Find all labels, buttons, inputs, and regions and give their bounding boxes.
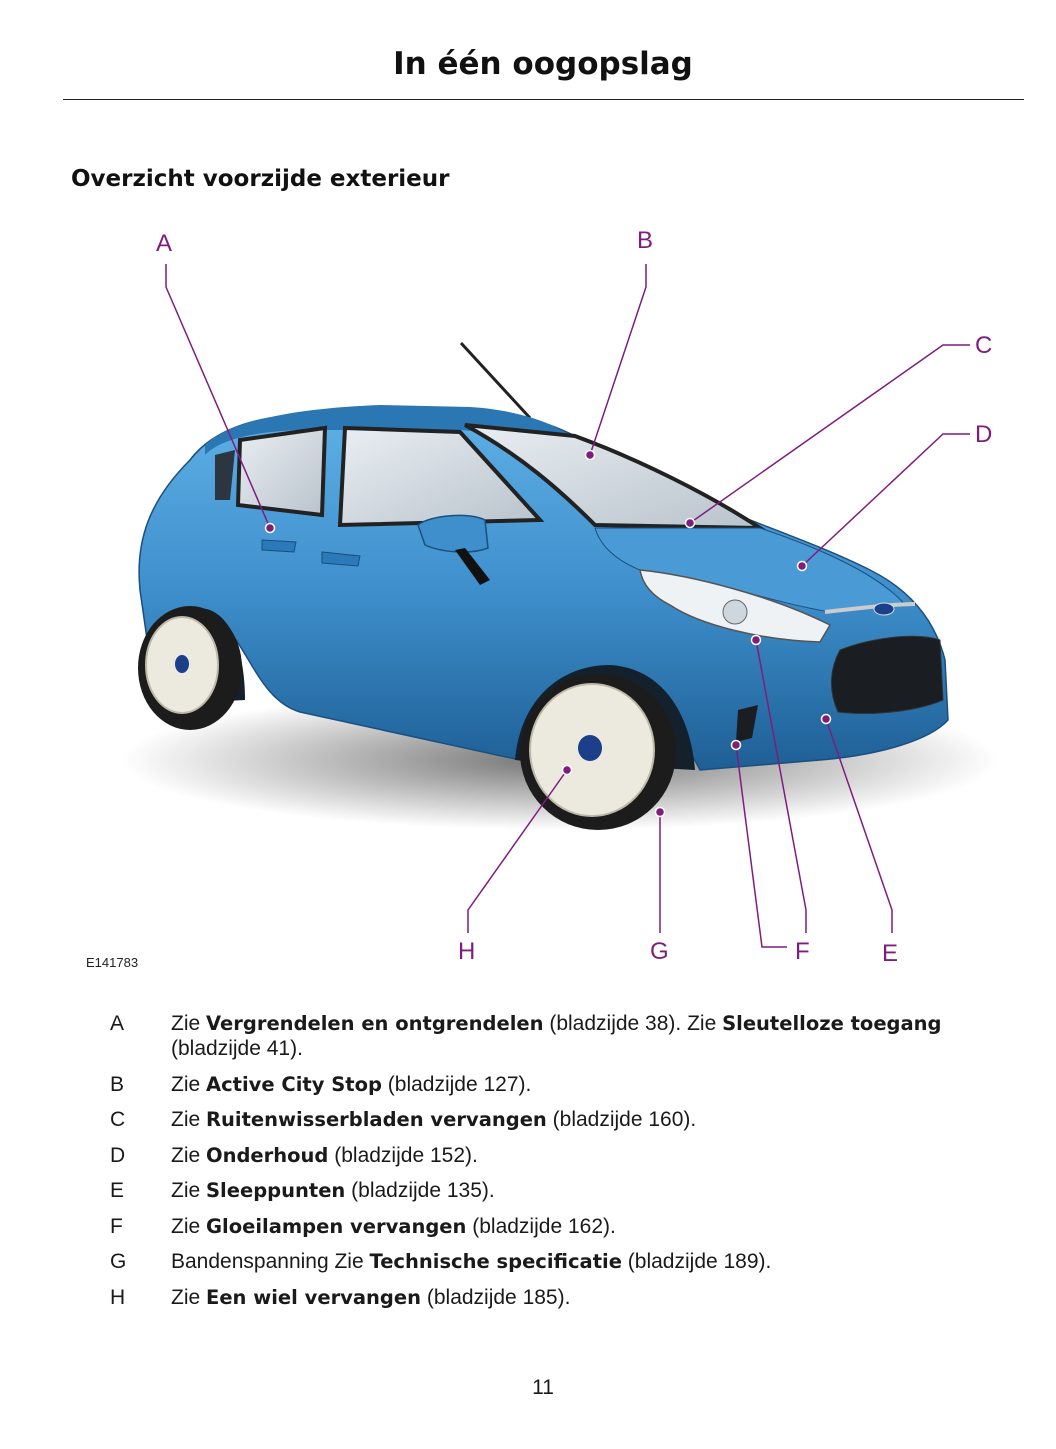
front-grille [831,636,943,713]
legend-text-part: (bladzijde 189). [621,1250,772,1273]
legend-text [171,1011,1021,1061]
leader-b [590,264,646,455]
legend-row-b [0,1072,1056,1097]
rear-hub [175,655,189,673]
legend-text-part: Bandenspanning Zie [171,1250,370,1273]
legend-text-part: (bladzijde 41). [171,1037,303,1060]
legend-text-part: Zie [171,1143,207,1167]
legend-text-part: (bladzijde 185). [421,1285,571,1309]
legend-text-part: Zie [171,1108,207,1131]
headlight-lens [723,600,747,624]
legend-text [171,1249,1021,1274]
legend-row-f [0,1214,1056,1239]
leader-d [802,434,970,566]
legend-key: F [110,1214,123,1238]
legend-link-title: Onderhoud [206,1143,329,1167]
dot-d [798,562,807,571]
legend-text [171,1143,1021,1168]
legend-text-part: (bladzijde 162). [466,1214,616,1238]
leader-c [690,345,970,523]
legend-link-title: Sleeppunten [206,1179,346,1202]
legend-row-h [0,1285,1056,1310]
legend-key: E [110,1179,125,1202]
antenna [461,343,530,418]
legend-key: G [110,1250,127,1273]
legend-key: D [110,1143,126,1167]
legend-row-g [0,1249,1056,1274]
legend-link-title: Ruitenwisserbladen vervangen [206,1108,547,1131]
callout-b: B [637,227,654,254]
legend-text-part: (bladzijde 127). [381,1072,532,1096]
legend-text-part: Zie [171,1179,207,1202]
page-number: 11 [532,1376,554,1399]
front-hub [578,735,602,761]
legend-link-title: Sleutelloze toegang [722,1012,942,1035]
legend-link-title: Active City Stop [206,1072,382,1096]
legend-text-part: (bladzijde 135). [345,1179,495,1202]
legend-text-part: (bladzijde 160). [546,1108,697,1131]
legend-text-part: Zie [171,1012,207,1035]
dot-c [686,519,695,528]
legend-row-c [0,1107,1056,1132]
legend-text-part: (bladzijde 152). [328,1143,478,1167]
figure-code: E141783 [86,955,139,970]
legend-link-title: Gloeilampen vervangen [206,1214,467,1238]
legend-link-title: Vergrendelen en ontgrendelen [206,1012,544,1035]
dot-e [822,715,831,724]
dot-f2 [732,741,741,750]
dot-g [656,808,665,817]
legend-row-a [0,1011,1056,1061]
callout-legend [0,1011,1056,1320]
callout-d: D [975,421,993,448]
callout-a: A [156,230,173,257]
legend-text [171,1285,1021,1310]
legend-key: C [110,1108,126,1131]
legend-text [171,1072,1021,1097]
legend-key: H [110,1285,126,1309]
rear-door-window [238,428,325,515]
legend-row-e [0,1178,1056,1203]
legend-row-d [0,1143,1056,1168]
dot-h [563,766,572,775]
legend-text-part: (bladzijde 38). Zie [543,1012,723,1035]
ford-badge [874,603,894,615]
legend-link-title: Een wiel vervangen [206,1285,422,1309]
legend-key: B [110,1072,125,1096]
callout-f: F [795,938,810,965]
legend-text-part: Zie [171,1072,207,1096]
page-title: In één oogopslag [393,46,693,82]
legend-text-part: Zie [171,1214,207,1238]
dot-a [266,524,275,533]
legend-text [171,1107,1021,1132]
callout-c: C [975,332,993,359]
legend-text [171,1214,1021,1239]
legend-link-title: Technische specificatie [369,1250,622,1273]
callout-h: H [458,938,476,965]
legend-key: A [110,1012,125,1035]
rear-door-handle [262,540,296,552]
callout-g: G [650,938,669,965]
section-title: Overzicht voorzijde exterieur [71,166,450,192]
dot-f [752,636,761,645]
callout-e: E [882,940,899,967]
legend-text [171,1178,1021,1203]
dot-b [586,451,595,460]
legend-text-part: Zie [171,1285,207,1309]
side-mirror [418,515,488,552]
